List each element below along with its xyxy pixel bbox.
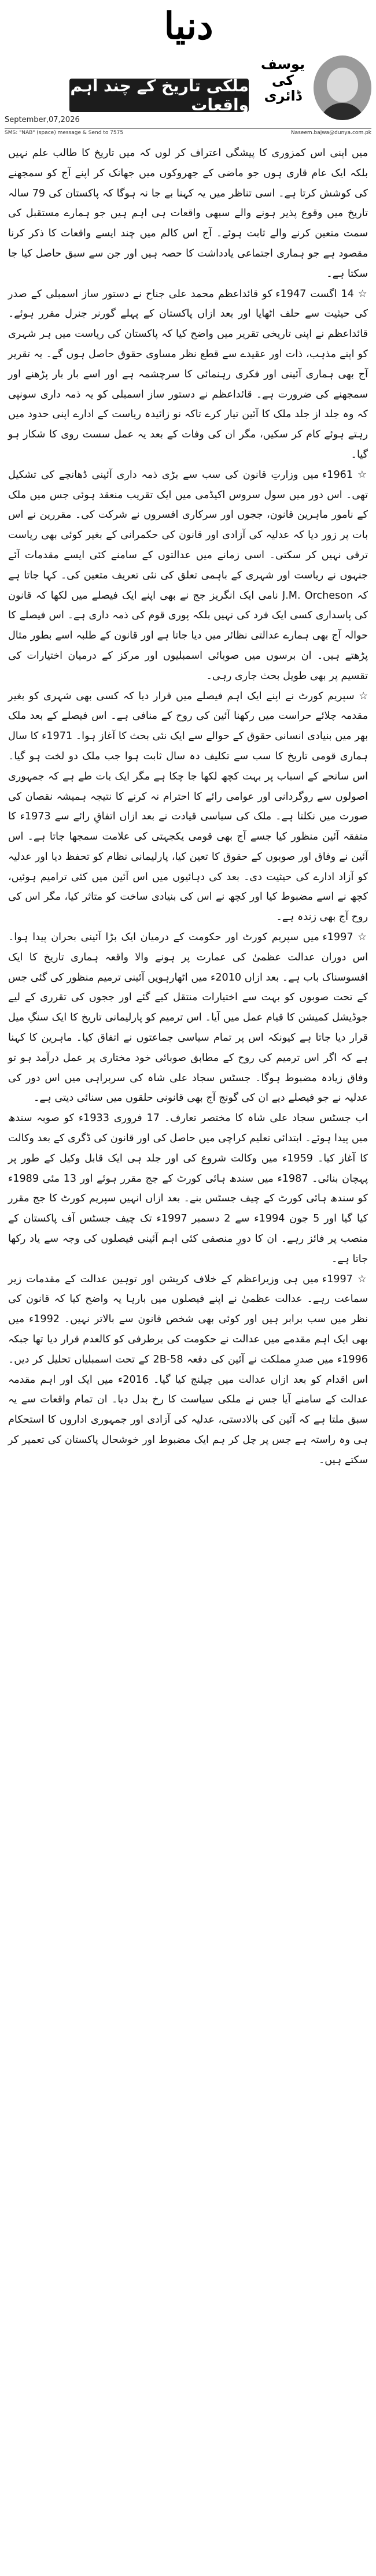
article-paragraph: ☆ 1961ء میں وزارتِ قانون کی سب سے بڑی ذمہ داری آئینی ڈھانچے کی تشکیل تھی۔ اس دور میں سول سروس اکیڈمی میں ایک تقریب منعقد ہوئی جس میں ملک کے نامور ماہرین قانون، ججوں اور سرکاری افسروں نے شرکت کی۔ مقررین نے اس بات پر زور دیا کہ عدلیہ کی آزادی اور قانون کی حکمرانی کے بغیر کوئی بھی ریاست ترقی نہیں کر سکتی۔ اسی زمانے میں عدالتوں کے سامنے کئی ایسے مقدمات آئے جنہوں نے ریاست اور شہری کے باہمی تعلق کی نئی تعریف متعین کی۔ کہا جاتا ہے کہ J.M. Orcheson نامی ایک انگریز جج نے بھی اپنے ایک فیصلے میں لکھا کہ قانون کی پاسداری کسی ایک فرد کی نہیں بلکہ پوری قوم کی ذمہ داری ہے۔ اس فیصلے کا حوالہ آج بھی ہمارے عدالتی نظائر میں دیا جاتا ہے اور قانون کے طلبہ اسے بطور مثال پڑھتے ہیں۔ ان برسوں میں صوبائی اسمبلیوں اور مرکز کے درمیان اختیارات کی تقسیم پر بھی طویل بحث جاری رہی۔ <box>8 469 368 682</box>
column-header <box>5 53 371 126</box>
contact-info-line <box>5 128 371 136</box>
article-paragraph: اب جسٹس سجاد علی شاہ کا مختصر تعارف۔ 17 فروری 1933ء کو صوبہ سندھ میں پیدا ہوئے۔ ابتدائی تعلیم کراچی میں حاصل کی اور قانون کی ڈگری کے بعد وکالت کا آغاز کیا۔ 1959ء میں وکالت شروع کی اور جلد ہی ایک قابل وکیل کے طور پر پہچان بنائی۔ 1987ء میں سندھ ہائی کورٹ کے جج مقرر ہوئے اور 13 مئی 1989ء کو سندھ ہائی کورٹ کے چیف جسٹس بنے۔ بعد ازاں انہیں سپریم کورٹ کا جج مقرر کیا گیا اور 5 جون 1994ء سے 2 دسمبر 1997ء تک چیف جسٹس آف پاکستان کے منصب پر فائز رہے۔ ان کا دورِ منصفی کئی اہم آئینی فیصلوں کی وجہ سے یاد رکھا جاتا ہے۔ <box>8 1112 368 1265</box>
article-paragraph: ☆ 1997ء میں سپریم کورٹ اور حکومت کے درمیان ایک بڑا آئینی بحران پیدا ہوا۔ اس دوران عدالت عظمیٰ کی عمارت پر ہونے والا واقعہ ہماری تاریخ کا ایک افسوسناک باب ہے۔ بعد ازاں 2010ء میں اٹھارہویں آئینی ترمیم منظور کی گئی جس کے تحت صوبوں کو بہت سے اختیارات منتقل کیے گئے اور ججوں کی تقرری کے لیے جوڈیشل کمیشن کا قیام عمل میں آیا۔ اس ترمیم کو پارلیمانی تاریخ کا ایک سنگِ میل قرار دیا جاتا ہے کیونکہ اس پر تمام سیاسی جماعتوں نے اتفاق کیا۔ ماہرین کا کہنا ہے کہ اگر اس ترمیم کی روح کے مطابق صوبائی خود مختاری پر عمل درآمد ہو تو وفاق زیادہ مضبوط ہوگا۔ جسٹس سجاد علی شاہ کی سربراہی میں اس دور کی عدلیہ نے جو فیصلے دیے ان کی گونج آج بھی قانونی حلقوں میں سنائی دیتی ہے۔ <box>8 931 368 1104</box>
sms-info: SMS: "NAB" (space) message & Send to 7575 <box>5 130 124 136</box>
article-body <box>8 143 368 1471</box>
author-email[interactable]: Naseem.bajwa@dunya.com.pk <box>290 130 371 136</box>
column-title-bar <box>69 76 249 114</box>
article-paragraph: میں اپنی اس کمزوری کا پیشگی اعتراف کر لوں کہ میں تاریخ کا طالب علم نہیں بلکہ ایک عام قاری ہوں جو ماضی کے جھروکوں میں جھانک کر اپنے آج کو سمجھنے کی کوشش کرتا ہے۔ اسی تناظر میں یہ کہنا بے جا نہ ہوگا کہ پاکستان کی 79 سالہ تاریخ میں وقوع پذیر ہونے والے سبھی واقعات ہی اہم ہیں جو ہمارے مستقبل کی سمت متعین کرنے والے ثابت ہوئے۔ آج اس کالم میں چند ایسے واقعات کا ذکر کرنا مقصود ہے جو ہماری اجتماعی یادداشت کا حصہ ہیں اور جن سے سبق حاصل کیا جا سکتا ہے۔ <box>8 147 368 280</box>
author-name: یوسف کی ڈائری <box>260 56 305 105</box>
article-paragraph: ☆ سپریم کورٹ نے اپنے ایک اہم فیصلے میں قرار دیا کہ کسی بھی شہری کو بغیر مقدمہ چلائے حراست میں رکھنا آئین کی روح کے منافی ہے۔ اس فیصلے کے بعد ملک بھر میں بنیادی انسانی حقوق کے حوالے سے ایک نئی بحث کا آغاز ہوا۔ 1971ء کا سال ہماری قومی تاریخ کا سب سے تکلیف دہ سال ثابت ہوا جب ملک دو لخت ہو گیا۔ اس سانحے کے اسباب پر بہت کچھ لکھا جا چکا ہے مگر ایک بات طے ہے کہ جمہوری اصولوں سے روگردانی اور عوامی رائے کا احترام نہ کرنے کا نتیجہ ہمیشہ نقصان کی صورت میں نکلتا ہے۔ ملک کی سیاسی قیادت نے بعد ازاں اتفاقِ رائے سے 1973ء کا متفقہ آئین منظور کیا جسے آج بھی قومی یکجہتی کی علامت سمجھا جاتا ہے۔ اس آئین نے وفاق اور صوبوں کے حقوق کا تعین کیا، پارلیمانی نظام کو تحفظ دیا اور عدلیہ کو آزاد ادارے کی حیثیت دی۔ بعد کی دہائیوں میں اس آئین میں کئی ترامیم ہوئیں، کچھ نے اسے مضبوط کیا اور کچھ نے اس کی بنیادی ساخت کو متاثر کیا، مگر اس کی روح آج بھی زندہ ہے۔ <box>8 690 368 923</box>
author-photo-head <box>327 68 358 102</box>
author-photo-shoulders <box>319 103 366 120</box>
author-photo <box>314 55 371 120</box>
publish-date: September,07,2026 <box>5 116 80 124</box>
logo-text: دنیا <box>164 5 213 48</box>
newspaper-logo <box>156 3 221 50</box>
column-title: ملکی تاریخ کے چند اہم واقعات <box>70 76 249 114</box>
article-paragraph: ☆ 14 اگست 1947ء کو قائداعظم محمد علی جناح نے دستور ساز اسمبلی کے صدر کی حیثیت سے حلف اٹھایا اور بعد ازاں پاکستان کے پہلے گورنر جنرل مقرر ہوئے۔ قائداعظم نے اپنی تاریخی تقریر میں واضح کیا کہ پاکستان کی ریاست میں ہر شہری کو اپنے مذہب، ذات اور عقیدے سے قطع نظر مساوی حقوق حاصل ہوں گے۔ یہ تقریر آج بھی ہماری آئینی اور فکری رہنمائی کا سرچشمہ ہے اور اسے بار بار پڑھنے اور سمجھنے کی ضرورت ہے۔ قائداعظم نے دستور ساز اسمبلی کو یہ ذمہ داری سونپی کہ وہ جلد از جلد ملک کا آئین تیار کرے تاکہ نو زائیدہ ریاست کے ادارے اپنی حدود میں رہتے ہوئے کام کر سکیں، مگر ان کی وفات کے بعد یہ عمل سست روی کا شکار ہو گیا۔ <box>8 288 368 461</box>
article-paragraph: ☆ 1997ء میں ہی وزیراعظم کے خلاف کرپشن اور توہین عدالت کے مقدمات زیر سماعت رہے۔ عدالت عظمیٰ نے اپنے فیصلوں میں بارہا یہ واضح کیا کہ قانون کی نظر میں سب برابر ہیں اور کوئی بھی شخص قانون سے بالاتر نہیں۔ 1992ء میں بھی ایک اہم مقدمے میں عدالت نے حکومت کی برطرفی کو کالعدم قرار دیا تھا جبکہ 1996ء میں صدرِ مملکت نے آئین کی دفعہ 58-2B کے تحت اسمبلیاں تحلیل کر دیں۔ اس اقدام کو بعد ازاں عدالت میں چیلنج کیا گیا۔ 2016ء میں ایک اور اہم مقدمہ عدالت کے سامنے آیا جس نے ملکی سیاست کا رخ بدل دیا۔ ان تمام واقعات سے یہ سبق ملتا ہے کہ آئین کی بالادستی، عدلیہ کی آزادی اور جمہوری اداروں کا استحکام ہی وہ راستہ ہے جس پر چل کر ہم ایک مضبوط اور خوشحال پاکستان کی تعمیر کر سکتے ہیں۔ <box>8 1273 368 1466</box>
